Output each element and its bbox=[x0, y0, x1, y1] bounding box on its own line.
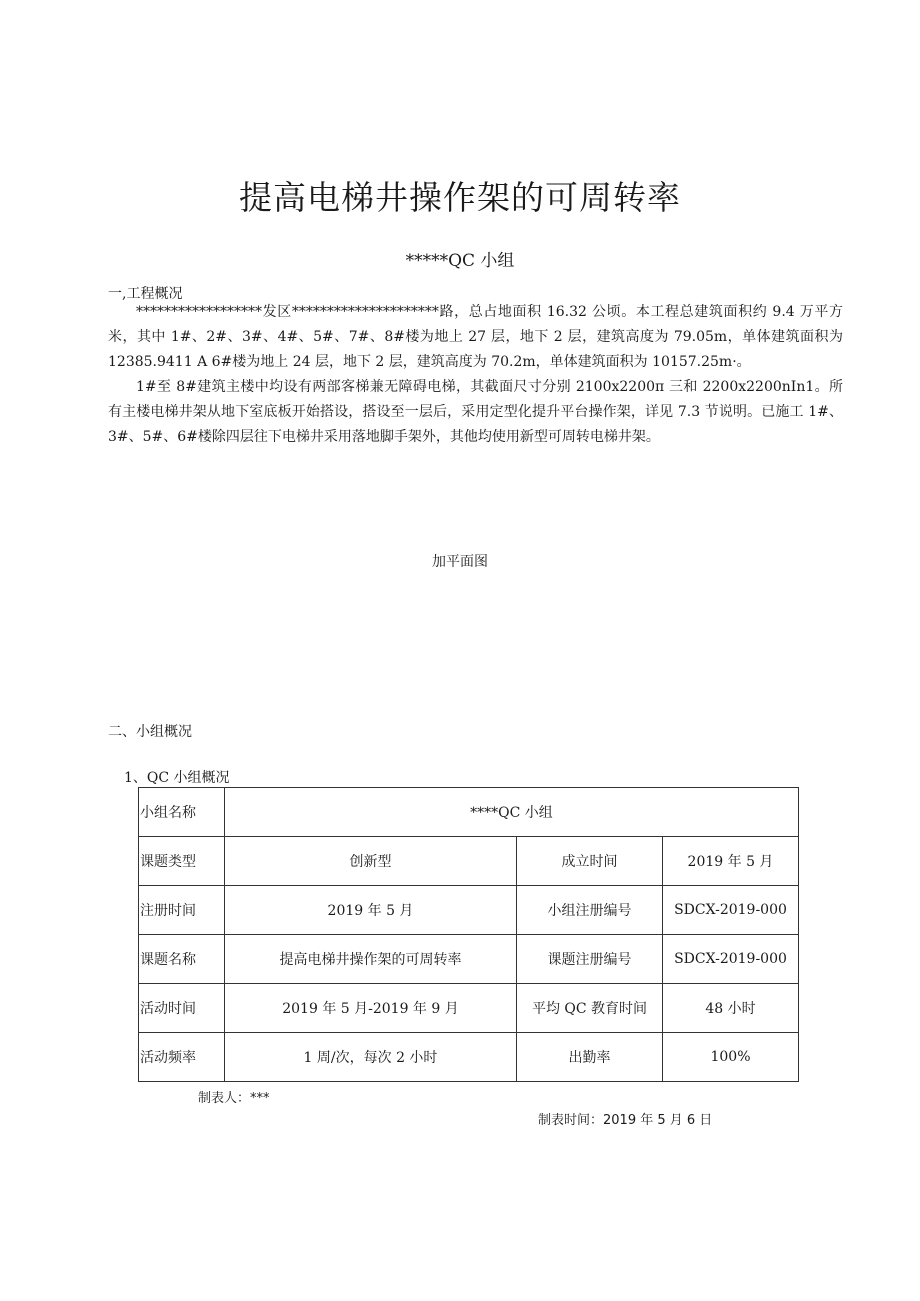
table-cell: SDCX-2019-000 bbox=[663, 886, 799, 935]
table-cell: 2019 年 5 月 bbox=[225, 886, 517, 935]
table-row bbox=[139, 1033, 799, 1082]
table-cell: 100% bbox=[663, 1033, 799, 1082]
table-cell: 成立时间 bbox=[517, 837, 663, 886]
table-cell: 创新型 bbox=[225, 837, 517, 886]
section-heading-project-overview: 一,工程概况 bbox=[108, 286, 183, 302]
table-cell: 活动时间 bbox=[139, 984, 225, 1033]
qc-team-info-table bbox=[138, 787, 799, 1082]
table-cell: 提高电梯井操作架的可周转率 bbox=[225, 935, 517, 984]
table-cell: 1 周/次，每次 2 小时 bbox=[225, 1033, 517, 1082]
table-maker: 制表人：*** bbox=[198, 1091, 270, 1106]
table-cell: 平均 QC 教育时间 bbox=[517, 984, 663, 1033]
table-cell: 课题注册编号 bbox=[517, 935, 663, 984]
table-cell: 课题类型 bbox=[139, 837, 225, 886]
project-overview-text bbox=[108, 300, 843, 450]
table-cell: 小组名称 bbox=[139, 788, 225, 837]
table-cell: 小组注册编号 bbox=[517, 886, 663, 935]
table-date: 制表时间：2019 年 5 月 6 日 bbox=[538, 1113, 713, 1128]
subsection-heading-qc-team: 1、QC 小组概况 bbox=[124, 770, 230, 786]
table-cell: 2019 年 5 月 bbox=[663, 837, 799, 886]
table-cell: 注册时间 bbox=[139, 886, 225, 935]
table-cell: SDCX-2019-000 bbox=[663, 935, 799, 984]
table-row bbox=[139, 886, 799, 935]
section-heading-team-overview: 二、小组概况 bbox=[108, 724, 192, 740]
table-cell: ****QC 小组 bbox=[225, 788, 799, 837]
table-cell: 出勤率 bbox=[517, 1033, 663, 1082]
overview-paragraph-2: 1#至 8#建筑主楼中均设有两部客梯兼无障碍电梯，其截面尺寸分别 2100x2200π 三和 2200x2200nIn1。所有主楼电梯井架从地下室底板开始搭设，搭设至一层后，采用定型化提升平台操作架，详见 7.3 节说明。已施工 1#、3#、5#、6#楼除四层往下电梯井采用落地脚手架外，其他均使用新型可周转电梯井架。 bbox=[108, 379, 843, 445]
table-row bbox=[139, 788, 799, 837]
page-title: 提高电梯井操作架的可周转率 bbox=[239, 178, 681, 217]
table-cell: 2019 年 5 月-2019 年 9 月 bbox=[225, 984, 517, 1033]
figure-label: 加平面图 bbox=[432, 554, 488, 570]
table-cell: 活动频率 bbox=[139, 1033, 225, 1082]
table-row bbox=[139, 935, 799, 984]
table-cell: 48 小时 bbox=[663, 984, 799, 1033]
team-name-subtitle: *****QC 小组 bbox=[405, 251, 515, 271]
overview-paragraph-1: ******************发区*********************路，总占地面积 16.32 公顷。本工程总建筑面积约 9.4 万平方米，其中 1#、2#、3#、4#、5#、7#、8#楼为地上 27 层，地下 2 层，建筑高度为 79.05m，单体建筑面积为 12385.9411 A 6#楼为地上 24 层，地下 2 层，建筑高度为 70.2m，单体建筑面积为 10157.25m·。 bbox=[108, 304, 843, 370]
table-cell: 课题名称 bbox=[139, 935, 225, 984]
table-row bbox=[139, 837, 799, 886]
table-row bbox=[139, 984, 799, 1033]
